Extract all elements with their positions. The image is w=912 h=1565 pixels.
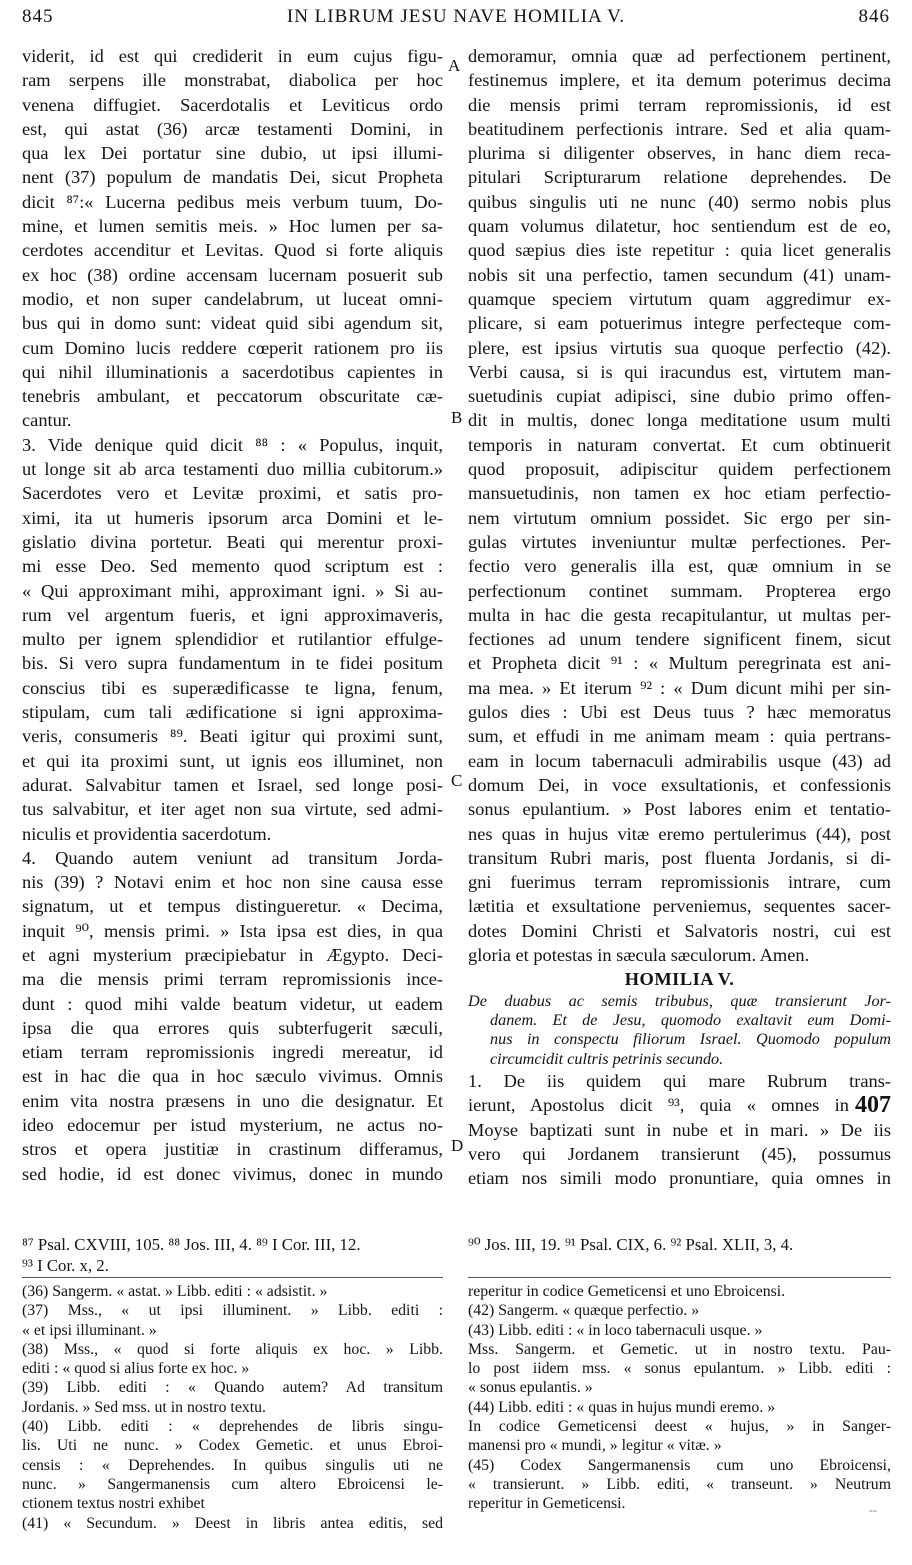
footnote-line: « transierunt. » Libb. editi, « transeunt. » Neutrum [468,1475,891,1493]
margin-letter-b: B [451,408,463,427]
text-line: mansuetudinis, non tamen ex hoc etiam perfectio- [468,483,891,504]
text-line: eam in locum tabernaculi admirabilis usque (43) ad [468,750,891,771]
text-line: et agni mysterium præcipiebatur in Ægypto. Deci- [22,944,443,965]
text-line: sed hodie, id est donec vivimus, donec in mundo [22,1163,443,1184]
text-line: ma die mensis primi terram repromissionis ince- [22,969,443,990]
footnote-line: lo post iidem mss. « sonus epulantum. » Libb. editi : [468,1360,891,1378]
text-line: gulos dies : Ubi est Deus tuus ? hæc memoratus [468,702,891,723]
page-number-left: 845 [22,6,54,27]
text-line: est in hac die qua in hoc sæculo vivimus. Omnis [22,1066,443,1087]
footnote-line: reperitur in codice Gemeticensi et uno Ebroicensi. [468,1283,786,1300]
footnote-line: Mss. Sangerm. et Gemetic. ut in nostro textu. Pau- [468,1340,891,1358]
text-line: nis (39) ? Notavi enim et hoc non sine causa esse [22,872,443,893]
text-line: quibus singulis uti ne nunc (40) sermo nobis plus [468,191,891,212]
text-line: tus salvabitur, et iter aget non sua virtute, sed admi- [22,799,443,820]
footnote-line: (38) Mss., « quod si forte aliquis ex hoc. » Libb. [22,1340,443,1358]
homily-summary-line: danem. Et de Jesu, quomodo exaltavit eum Domi- [490,1010,891,1029]
scripture-ref-line: ⁹³ I Cor. x, 2. [22,1256,109,1275]
footnote-line: In codice Gemeticensi deest « hujus, » in Sanger- [468,1418,891,1436]
text-line: tenebris ambulant, et peccatorum obscuritate cæ- [22,386,443,407]
text-line: quam volumus dilatetur, hoc sentiendum est de eo, [468,216,891,237]
scripture-ref-line: ⁹⁰ Jos. III, 19. ⁹¹ Psal. CIX, 6. ⁹² Psal. XLII, 3, 4. [468,1235,794,1254]
footnotes-left [22,1282,443,1533]
text-line: suetudinis cupiat adipisci, sine dubio primo offen- [468,386,891,407]
text-line: plurima si diligenter observes, in hanc diem reca- [468,143,891,164]
text-line: stros et opera justitiæ in crastinum differamus, [22,1139,443,1160]
margin-letter-c: C [451,771,463,790]
text-line: Sacerdotes vero et Levitæ proximi, et satis pro- [22,483,443,504]
scripture-refs-right [468,1234,891,1255]
text-line: sonus epulantium. » Post labores enim et tentatio- [468,799,891,820]
text-line: Verbi causa, si is qui iracundus est, virtutem man- [468,361,891,382]
text-line: quamque speciem virtutum quam aggredimur ex- [468,288,891,309]
text-line: cerdotes accenditur et Levitas. Quod si forte aliquis [22,240,443,261]
text-line: pitulari Scripturarum relatione deprehendes. De [468,167,891,188]
text-line: ram serpens ille monstrabat, diabolica per hoc [22,70,443,91]
left-column [22,44,443,1186]
text-line: etiam terram repromissionis ingredi mereatur, id [22,1042,443,1063]
text-line: gulas virtutes inveniuntur multæ perfectiones. Per- [468,531,891,552]
page-header [22,6,890,36]
text-line: dunt : quod mihi valde beatum videtur, ut eadem [22,993,443,1014]
footnote-line: (36) Sangerm. « astat. » Libb. editi : « adsistit. » [22,1283,328,1300]
footnote-line: reperitur in Gemeticensi. [468,1495,626,1513]
text-line: fectio vero generalis illa est, quæ omnium in se [468,556,891,577]
footnote-line: lis. Uti ne nunc. » Codex Gemetic. et unus Ebroi- [22,1437,443,1455]
footnote-line: « sonus epulantis. » [468,1379,593,1397]
text-line: gislatio divina portetur. Beati qui merentur proxi- [22,531,443,552]
running-title: IN LIBRUM JESU NAVE HOMILIA V. [286,6,626,27]
text-line: stipulam, cum tali ædificatione si igni approxima- [22,702,443,723]
text-line: 4. Quando autem veniunt ad transitum Jorda- [22,847,443,868]
homily-text-line-with-number [468,1093,891,1117]
footnote-line: (44) Libb. editi : « quas in hujus mundi eremo. » [468,1398,776,1416]
text-line: perfectionum continet summam. Propterea ergo [468,580,891,601]
text-line: fectiones ad unum tendere significent finem, sicut [468,629,891,650]
text-line: inquit ⁹⁰, mensis primi. » Ista ipsa est dies, in qua [22,920,443,941]
footnote-line: (39) Libb. editi : « Quando autem? Ad transitum [22,1379,443,1397]
text-line: Moyse baptizati sunt in nube et in mari. » De iis [468,1119,891,1140]
text-line: modio, et non super candelabrum, ut luceat omni- [22,288,443,309]
text-line: etiam nos simili modo pronuntiare, quia omnes in [468,1168,891,1189]
text-line: veris, consumeris ⁸⁹. Beati igitur qui proximi sunt, [22,726,443,747]
page-number-right: 846 [858,6,890,27]
text-line: bis. Si vero supra fundamentum in te fidei positum [22,653,443,674]
homily-summary-line: nus in conspectu filiorum Israel. Quomodo populum [490,1030,891,1049]
text-line: nem virtutum omnium possidet. Sic ergo per sin- [468,507,891,528]
text-line: transitum Rubri maris, post fluenta Jordanis, si di- [468,847,891,868]
text-line: dit in multis, donec longa meditatione usum multi [468,410,891,431]
footnote-line: censis : « Deprehendes. In quibus singulis uti ne [22,1456,443,1474]
footnote-line: (37) Mss., « ut ipsi illuminent. » Libb. editi : [22,1302,443,1320]
text-line: plicare, si eam potuerimus integre perfecteque com- [468,313,891,334]
column-number: 407 [855,1093,891,1118]
notes-divider-left [22,1277,443,1278]
text-line: ierunt, Apostolus dicit ⁹³, quia « omnes in [468,1095,849,1116]
homily-summary-line: circumcidit cultris petrinis secundo. [490,1049,724,1068]
text-line: quod sæpius dies iste repetitur : quia licet generalis [468,240,891,261]
scripture-refs-left [22,1234,443,1276]
footnote-line: editi : « quod si alius forte ex hoc. » [22,1360,250,1378]
text-line: bus qui in domo sunt: videat quid sibi agendum sit, [22,313,443,334]
text-line: vero qui Jordanem transierunt (45), possumus [468,1144,891,1165]
margin-letter-a: A [448,56,461,75]
text-line: mi esse Deo. Sed memento quod scriptum est : [22,556,443,577]
homily-heading: HOMILIA V. [624,969,735,990]
text-line: nent (37) populum de mandatis Dei, sicut Propheta [22,167,443,188]
text-line: niculis et providentia sacerdotum. [22,823,272,844]
margin-letter-d: D [451,1136,464,1155]
footnote-line: « et ipsi illuminant. » [22,1321,157,1339]
scripture-ref-line: ⁸⁷ Psal. CXVIII, 105. ⁸⁸ Jos. III, 4. ⁸⁹ I Cor. III, 12. [22,1235,361,1254]
text-line: lætitia et exsultatione perveniemus, sequentes sacer- [468,896,891,917]
text-line: dicit ⁸⁷:« Lucerna pedibus meis verbum tuum, Do- [22,191,443,212]
text-line: qua lex Dei portatur sine dubio, ut ipsi illumi- [22,143,443,164]
footnote-line: manensi pro « mundi, » legitur « vitæ. » [468,1437,722,1455]
text-line: mine, et lumen semitis meis. » Hoc lumen per sa- [22,216,443,237]
text-line: 1. De iis quidem qui mare Rubrum trans- [468,1071,891,1092]
text-line: quod proposuit, adipiscitur quidem perfectionem [468,459,891,480]
footnote-line: (43) Libb. editi : « in loco tabernaculi usque. » [468,1321,763,1339]
text-line: 3. Vide denique quid dicit ⁸⁸ : « Populus, inquit, [22,434,443,455]
text-line: gloria et potestas in sæcula sæculorum. Amen. [468,944,810,965]
text-line: die mensis primi terram repromissionis, id est [468,94,891,115]
text-line: conscius tibi es superædificasse te ligna, fenum, [22,677,443,698]
footer-mark: -- [869,1503,877,1517]
text-line: domum Dei, in voce exsultationis, et confessionis [468,774,891,795]
text-line: ipsa die qua errores quis subterfugerit sæculi, [22,1017,443,1038]
text-line: signatum, ut et tempus distingueretur. « Decima, [22,896,443,917]
text-line: cantur. [22,410,72,431]
text-line: enim vita nostra præsens in uno die designatur. Et [22,1090,443,1111]
text-line: beatitudinem perfectionis intrare. Sed et alia quam- [468,118,891,139]
text-line: ideo edocemur per istud mysterium, ne actus no- [22,1115,443,1136]
text-line: qui nihil illuminationis a sacerdotibus capientes in [22,361,443,382]
text-line: est, qui astat (36) arcæ testamenti Domini, in [22,118,443,139]
footnote-line: (40) Libb. editi : « deprehendes de libris singu- [22,1418,443,1436]
text-line: plere, est ipsius virtutis sua quoque perfectio (42). [468,337,891,358]
text-line: festinemus implere, et ita demum poterimus decima [468,70,891,91]
text-line: ex hoc (38) ordine accensam lucernam posuerit sub [22,264,443,285]
homily-summary-line: De duabus ac semis tribubus, quæ transierunt Jor- [468,991,891,1010]
right-column [468,44,891,1191]
text-line: nes quas in hujus vitæ eremo pertulerimus (44), post [468,823,891,844]
text-line: nobis sit una perfectio, tamen secundum (41) unam- [468,264,891,285]
text-line: gni fuerimus terram repromissionis intrare, cum [468,872,891,893]
text-line: et Propheta dicit ⁹¹ : « Multum peregrinata est ani- [468,653,891,674]
footnote-line: Jordanis. » Sed mss. ut in nostro textu. [22,1398,266,1416]
text-line: « Qui approximant mihi, approximant igni. » Si au- [22,580,443,601]
text-line: ma mea. » Et iterum ⁹² : « Dum dicunt mihi per sin- [468,677,891,698]
footnote-line: (42) Sangerm. « quæque perfectio. » [468,1302,700,1320]
text-line: rum vel argentum fueris, et igni approximaveris, [22,604,443,625]
text-line: dotes Domini Christi et Salvatoris nostri, cui est [468,920,891,941]
footnote-line: (45) Codex Sangermanensis cum uno Ebroicensi, [468,1456,891,1474]
text-line: ut longe sit ab arca testamenti duo millia cubitorum.» [22,459,443,480]
text-line: et qui ita proximi sunt, ut ignis eos illuminet, non [22,750,443,771]
text-line: ximi, ita ut humeris ipsorum arca Domini et le- [22,507,443,528]
text-line: sum, et effudi in me animam meam : quia pertrans- [468,726,891,747]
text-line: cum Domino lucis reddere cœperit rationem pro iis [22,337,443,358]
text-line: demoramur, omnia quæ ad perfectionem pertinent, [468,46,891,66]
text-line: temporis in naturam convertat. Et cum obtinuerit [468,434,891,455]
text-line: viderit, id est qui crediderit in eum cujus figu- [22,46,443,66]
text-line: venena diffugiet. Sacerdotalis et Leviticus ordo [22,94,443,115]
footnote-line: ctionem textus nostri exhibet [22,1495,205,1513]
notes-divider-right [468,1277,891,1278]
text-line: adurat. Salvabitur tamen et Israel, sed longe posi- [22,774,443,795]
text-line: multa in hac die gesta recapitulantur, ut multas per- [468,604,891,625]
footnotes-right [468,1282,891,1514]
footnote-line: nunc. » Sangermanensis cum altero Ebroicensi le- [22,1475,443,1493]
footnote-line: (41) « Secundum. » Deest in libris antea editis, sed [22,1514,443,1532]
text-line: multo per ignem splendidior et rutilantior effulge- [22,629,443,650]
